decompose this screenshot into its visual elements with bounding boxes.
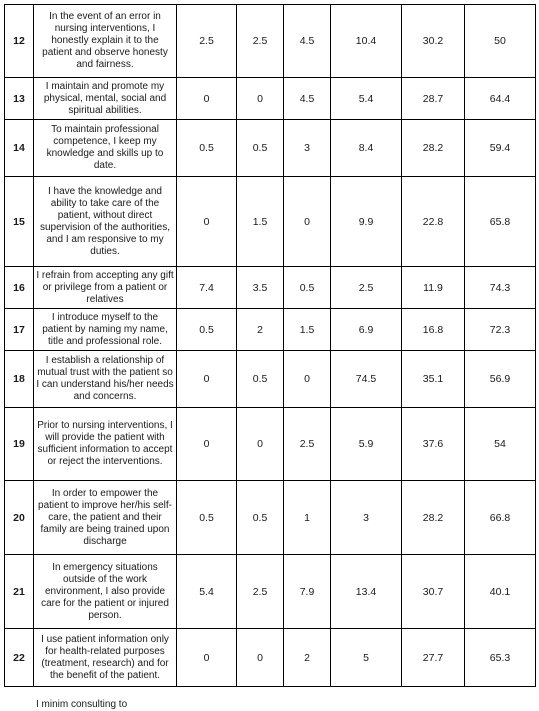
statement-cell: I have the knowledge and ability to take care of the patient, without direct supervision of the authorities, and I am responsive to my duties.	[34, 177, 177, 267]
value-cell: 2.5	[237, 5, 284, 78]
row-number: 13	[5, 78, 34, 120]
value-cell: 1.5	[237, 177, 284, 267]
statement-cell: I establish a relationship of mutual trust with the patient so I can understand his/her needs and concerns.	[34, 351, 177, 408]
value-cell: 35.1	[402, 351, 465, 408]
value-cell: 66.8	[465, 481, 536, 555]
value-cell: 2	[237, 309, 284, 351]
table-row	[5, 5, 536, 78]
value-cell: 4.5	[284, 78, 331, 120]
value-cell: 64.4	[465, 78, 536, 120]
row-number: 21	[5, 555, 34, 629]
statement-cell: Prior to nursing interventions, I will provide the patient with sufficient information to accept or reject the interventions.	[34, 408, 177, 481]
value-cell: 22.8	[402, 177, 465, 267]
row-number: 14	[5, 120, 34, 177]
value-cell: 0.5	[177, 309, 237, 351]
value-cell: 10.4	[331, 5, 402, 78]
row-number: 19	[5, 408, 34, 481]
table-row	[5, 120, 536, 177]
value-cell: 28.2	[402, 120, 465, 177]
value-cell: 0.5	[237, 481, 284, 555]
statement-cell: I introduce myself to the patient by naming my name, title and professional role.	[34, 309, 177, 351]
value-cell: 2.5	[284, 408, 331, 481]
value-cell: 2.5	[177, 5, 237, 78]
value-cell: 40.1	[465, 555, 536, 629]
cutoff-text: I minim consulting to	[36, 699, 128, 710]
value-cell: 54	[465, 408, 536, 481]
value-cell: 9.9	[331, 177, 402, 267]
row-number: 12	[5, 5, 34, 78]
value-cell: 2.5	[237, 555, 284, 629]
value-cell: 0	[237, 629, 284, 687]
value-cell: 0.5	[237, 120, 284, 177]
statement-cell: I use patient information only for health-related purposes (treatment, research) and for the benefit of the patient.	[34, 629, 177, 687]
value-cell: 3	[331, 481, 402, 555]
survey-table	[4, 4, 536, 687]
value-cell: 0	[177, 408, 237, 481]
row-number: 16	[5, 267, 34, 309]
value-cell: 65.8	[465, 177, 536, 267]
value-cell: 0	[177, 78, 237, 120]
value-cell: 0.5	[177, 120, 237, 177]
value-cell: 5.4	[331, 78, 402, 120]
value-cell: 16.8	[402, 309, 465, 351]
row-number: 15	[5, 177, 34, 267]
value-cell: 1	[284, 481, 331, 555]
value-cell: 8.4	[331, 120, 402, 177]
value-cell: 28.7	[402, 78, 465, 120]
value-cell: 0	[284, 177, 331, 267]
value-cell: 5	[331, 629, 402, 687]
row-number: 17	[5, 309, 34, 351]
value-cell: 30.7	[402, 555, 465, 629]
statement-cell: To maintain professional competence, I keep my knowledge and skills up to date.	[34, 120, 177, 177]
value-cell: 7.9	[284, 555, 331, 629]
value-cell: 0.5	[284, 267, 331, 309]
value-cell: 74.5	[331, 351, 402, 408]
value-cell: 0	[177, 351, 237, 408]
value-cell: 7.4	[177, 267, 237, 309]
value-cell: 0.5	[237, 351, 284, 408]
value-cell: 2.5	[331, 267, 402, 309]
value-cell: 0.5	[177, 481, 237, 555]
statement-cell: In the event of an error in nursing interventions, I honestly explain it to the patient and observe honesty and fairness.	[34, 5, 177, 78]
value-cell: 4.5	[284, 5, 331, 78]
value-cell: 74.3	[465, 267, 536, 309]
value-cell: 59.4	[465, 120, 536, 177]
table-row	[5, 78, 536, 120]
row-number: 18	[5, 351, 34, 408]
table-row	[5, 267, 536, 309]
value-cell: 0	[177, 177, 237, 267]
table-row	[5, 177, 536, 267]
table-row	[5, 629, 536, 687]
value-cell: 1.5	[284, 309, 331, 351]
value-cell: 6.9	[331, 309, 402, 351]
value-cell: 0	[284, 351, 331, 408]
table-body	[5, 5, 536, 687]
table-row	[5, 309, 536, 351]
statement-cell: I maintain and promote my physical, mental, social and spiritual abilities.	[34, 78, 177, 120]
value-cell: 28.2	[402, 481, 465, 555]
value-cell: 5.9	[331, 408, 402, 481]
row-number: 22	[5, 629, 34, 687]
table-row	[5, 481, 536, 555]
value-cell: 65.3	[465, 629, 536, 687]
value-cell: 3	[284, 120, 331, 177]
statement-cell: I refrain from accepting any gift or privilege from a patient or relatives	[34, 267, 177, 309]
value-cell: 11.9	[402, 267, 465, 309]
statement-cell: In emergency situations outside of the work environment, I also provide care for the patient or injured person.	[34, 555, 177, 629]
value-cell: 2	[284, 629, 331, 687]
row-number: 20	[5, 481, 34, 555]
value-cell: 13.4	[331, 555, 402, 629]
table-row	[5, 408, 536, 481]
value-cell: 0	[237, 78, 284, 120]
value-cell: 3.5	[237, 267, 284, 309]
value-cell: 0	[177, 629, 237, 687]
table-row	[5, 555, 536, 629]
value-cell: 5.4	[177, 555, 237, 629]
table-row	[5, 351, 536, 408]
value-cell: 27.7	[402, 629, 465, 687]
value-cell: 37.6	[402, 408, 465, 481]
value-cell: 72.3	[465, 309, 536, 351]
value-cell: 56.9	[465, 351, 536, 408]
statement-cell: In order to empower the patient to improve her/his self-care, the patient and their family are being trained upon discharge	[34, 481, 177, 555]
value-cell: 30.2	[402, 5, 465, 78]
value-cell: 0	[237, 408, 284, 481]
value-cell: 50	[465, 5, 536, 78]
